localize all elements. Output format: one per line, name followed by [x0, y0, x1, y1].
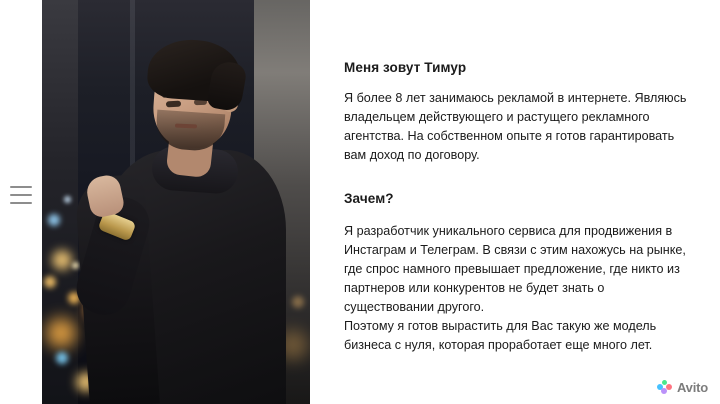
avito-dot-purple — [661, 388, 667, 394]
avito-wordmark: Avito — [676, 380, 708, 395]
hamburger-line-bottom — [10, 202, 32, 204]
paragraph-about: Я более 8 лет занимаюсь рекламой в интернете. Являюсь владельцем действующего и растущего рекламного агентства. На собственном опыте я готов гарантировать вам доход по договору. — [344, 91, 687, 162]
avito-watermark — [657, 380, 708, 395]
paragraph-offer: Поэтому я готов вырастить для Вас такую же модель бизнеса с нуля, которая проработает еще много лет. — [344, 319, 657, 352]
person-figure — [42, 0, 310, 404]
mouth — [175, 124, 197, 129]
hamburger-menu-icon[interactable] — [10, 186, 32, 204]
heading-why: Зачем? — [344, 191, 394, 206]
eye-left — [166, 101, 181, 108]
profile-photo[interactable] — [42, 0, 310, 404]
hamburger-line-middle — [10, 194, 32, 196]
paragraph-service: Я разработчик уникального сервиса для продвижения в Инстаграм и Телеграм. В связи с этим нахожусь на рынке, где спрос намного превышает предложение, где никто из партнеров или конкурентов не будет знать о существовании другого. — [344, 224, 686, 314]
avito-logo-icon — [657, 380, 672, 395]
beard — [155, 110, 225, 153]
photo-column — [0, 0, 310, 404]
hamburger-line-top — [10, 186, 32, 188]
text-column — [310, 0, 720, 404]
heading-name: Меня зовут Тимур — [344, 60, 467, 75]
